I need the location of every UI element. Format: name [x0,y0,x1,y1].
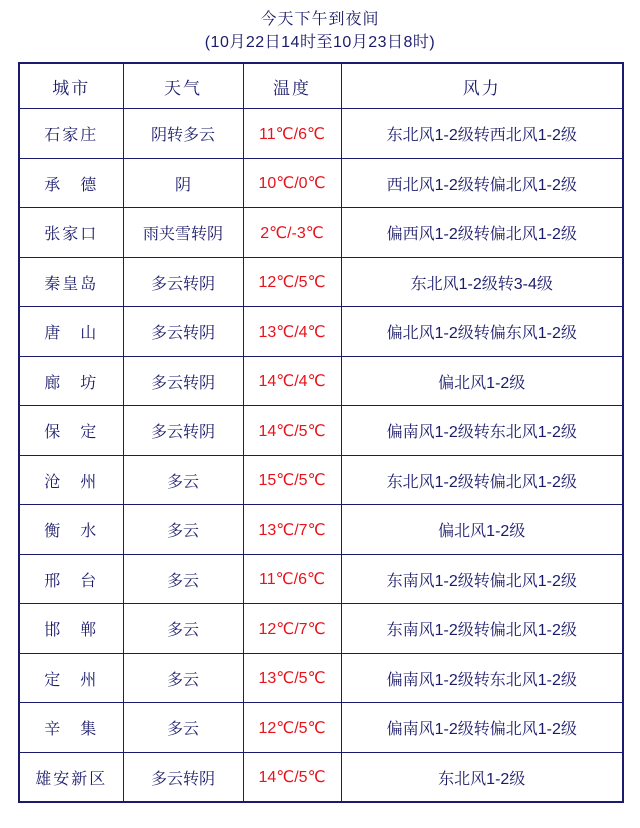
cell-weather: 多云转阴 [123,356,243,406]
table-row [19,208,623,258]
cell-temperature: 14℃/5℃ [243,752,341,802]
table-row [19,703,623,753]
cell-weather: 多云 [123,653,243,703]
cell-weather: 多云转阴 [123,257,243,307]
cell-wind: 西北风1-2级转偏北风1-2级 [341,158,623,208]
cell-wind: 偏西风1-2级转偏北风1-2级 [341,208,623,258]
cell-city: 沧 州 [19,455,123,505]
cell-temperature: 2℃/-3℃ [243,208,341,258]
cell-wind: 偏南风1-2级转偏北风1-2级 [341,703,623,753]
cell-wind: 东南风1-2级转偏北风1-2级 [341,554,623,604]
table-row [19,356,623,406]
cell-city: 廊 坊 [19,356,123,406]
column-header-city: 城市 [19,63,123,109]
cell-city: 唐 山 [19,307,123,357]
table-row [19,653,623,703]
table-body [19,109,623,803]
cell-weather: 多云 [123,505,243,555]
cell-temperature: 15℃/5℃ [243,455,341,505]
cell-city: 雄安新区 [19,752,123,802]
column-header-temperature: 温度 [243,63,341,109]
cell-temperature: 13℃/4℃ [243,307,341,357]
table-row [19,752,623,802]
column-header-weather: 天气 [123,63,243,109]
cell-wind: 偏北风1-2级转偏东风1-2级 [341,307,623,357]
cell-weather: 多云 [123,604,243,654]
cell-wind: 东北风1-2级转西北风1-2级 [341,109,623,159]
cell-weather: 雨夹雪转阴 [123,208,243,258]
cell-wind: 偏北风1-2级 [341,356,623,406]
cell-wind: 东北风1-2级转偏北风1-2级 [341,455,623,505]
title-subtitle: (10月22日14时至10月23日8时) [204,34,436,52]
cell-city: 辛 集 [19,703,123,753]
cell-wind: 偏南风1-2级转东北风1-2级 [341,653,623,703]
table-row [19,307,623,357]
cell-temperature: 12℃/5℃ [243,257,341,307]
cell-wind: 东南风1-2级转偏北风1-2级 [341,604,623,654]
table-row [19,257,623,307]
cell-city: 石家庄 [19,109,123,159]
cell-city: 承 德 [19,158,123,208]
cell-temperature: 12℃/5℃ [243,703,341,753]
table-header-row [19,63,623,109]
cell-weather: 多云转阴 [123,752,243,802]
cell-temperature: 11℃/6℃ [243,109,341,159]
cell-city: 衡 水 [19,505,123,555]
cell-city: 秦皇岛 [19,257,123,307]
page-title [18,8,622,54]
cell-temperature: 13℃/5℃ [243,653,341,703]
cell-city: 邢 台 [19,554,123,604]
cell-city: 张家口 [19,208,123,258]
cell-temperature: 13℃/7℃ [243,505,341,555]
cell-weather: 多云转阴 [123,406,243,456]
cell-weather: 多云 [123,455,243,505]
cell-wind: 东北风1-2级转3-4级 [341,257,623,307]
cell-city: 定 州 [19,653,123,703]
cell-weather: 阴 [123,158,243,208]
table-row [19,505,623,555]
cell-wind: 偏南风1-2级转东北风1-2级 [341,406,623,456]
cell-temperature: 11℃/6℃ [243,554,341,604]
cell-temperature: 12℃/7℃ [243,604,341,654]
cell-weather: 多云转阴 [123,307,243,357]
cell-temperature: 14℃/5℃ [243,406,341,456]
table-row [19,554,623,604]
cell-wind: 偏北风1-2级 [341,505,623,555]
table-row [19,109,623,159]
table-row [19,604,623,654]
cell-temperature: 14℃/4℃ [243,356,341,406]
weather-table [18,62,624,803]
column-header-wind: 风力 [341,63,623,109]
cell-weather: 阴转多云 [123,109,243,159]
cell-weather: 多云 [123,554,243,604]
table-row [19,158,623,208]
table-row [19,406,623,456]
cell-city: 保 定 [19,406,123,456]
table-row [19,455,623,505]
cell-wind: 东北风1-2级 [341,752,623,802]
cell-temperature: 10℃/0℃ [243,158,341,208]
cell-city: 邯 郸 [19,604,123,654]
cell-weather: 多云 [123,703,243,753]
title-main: 今天下午到夜间 [260,11,380,28]
